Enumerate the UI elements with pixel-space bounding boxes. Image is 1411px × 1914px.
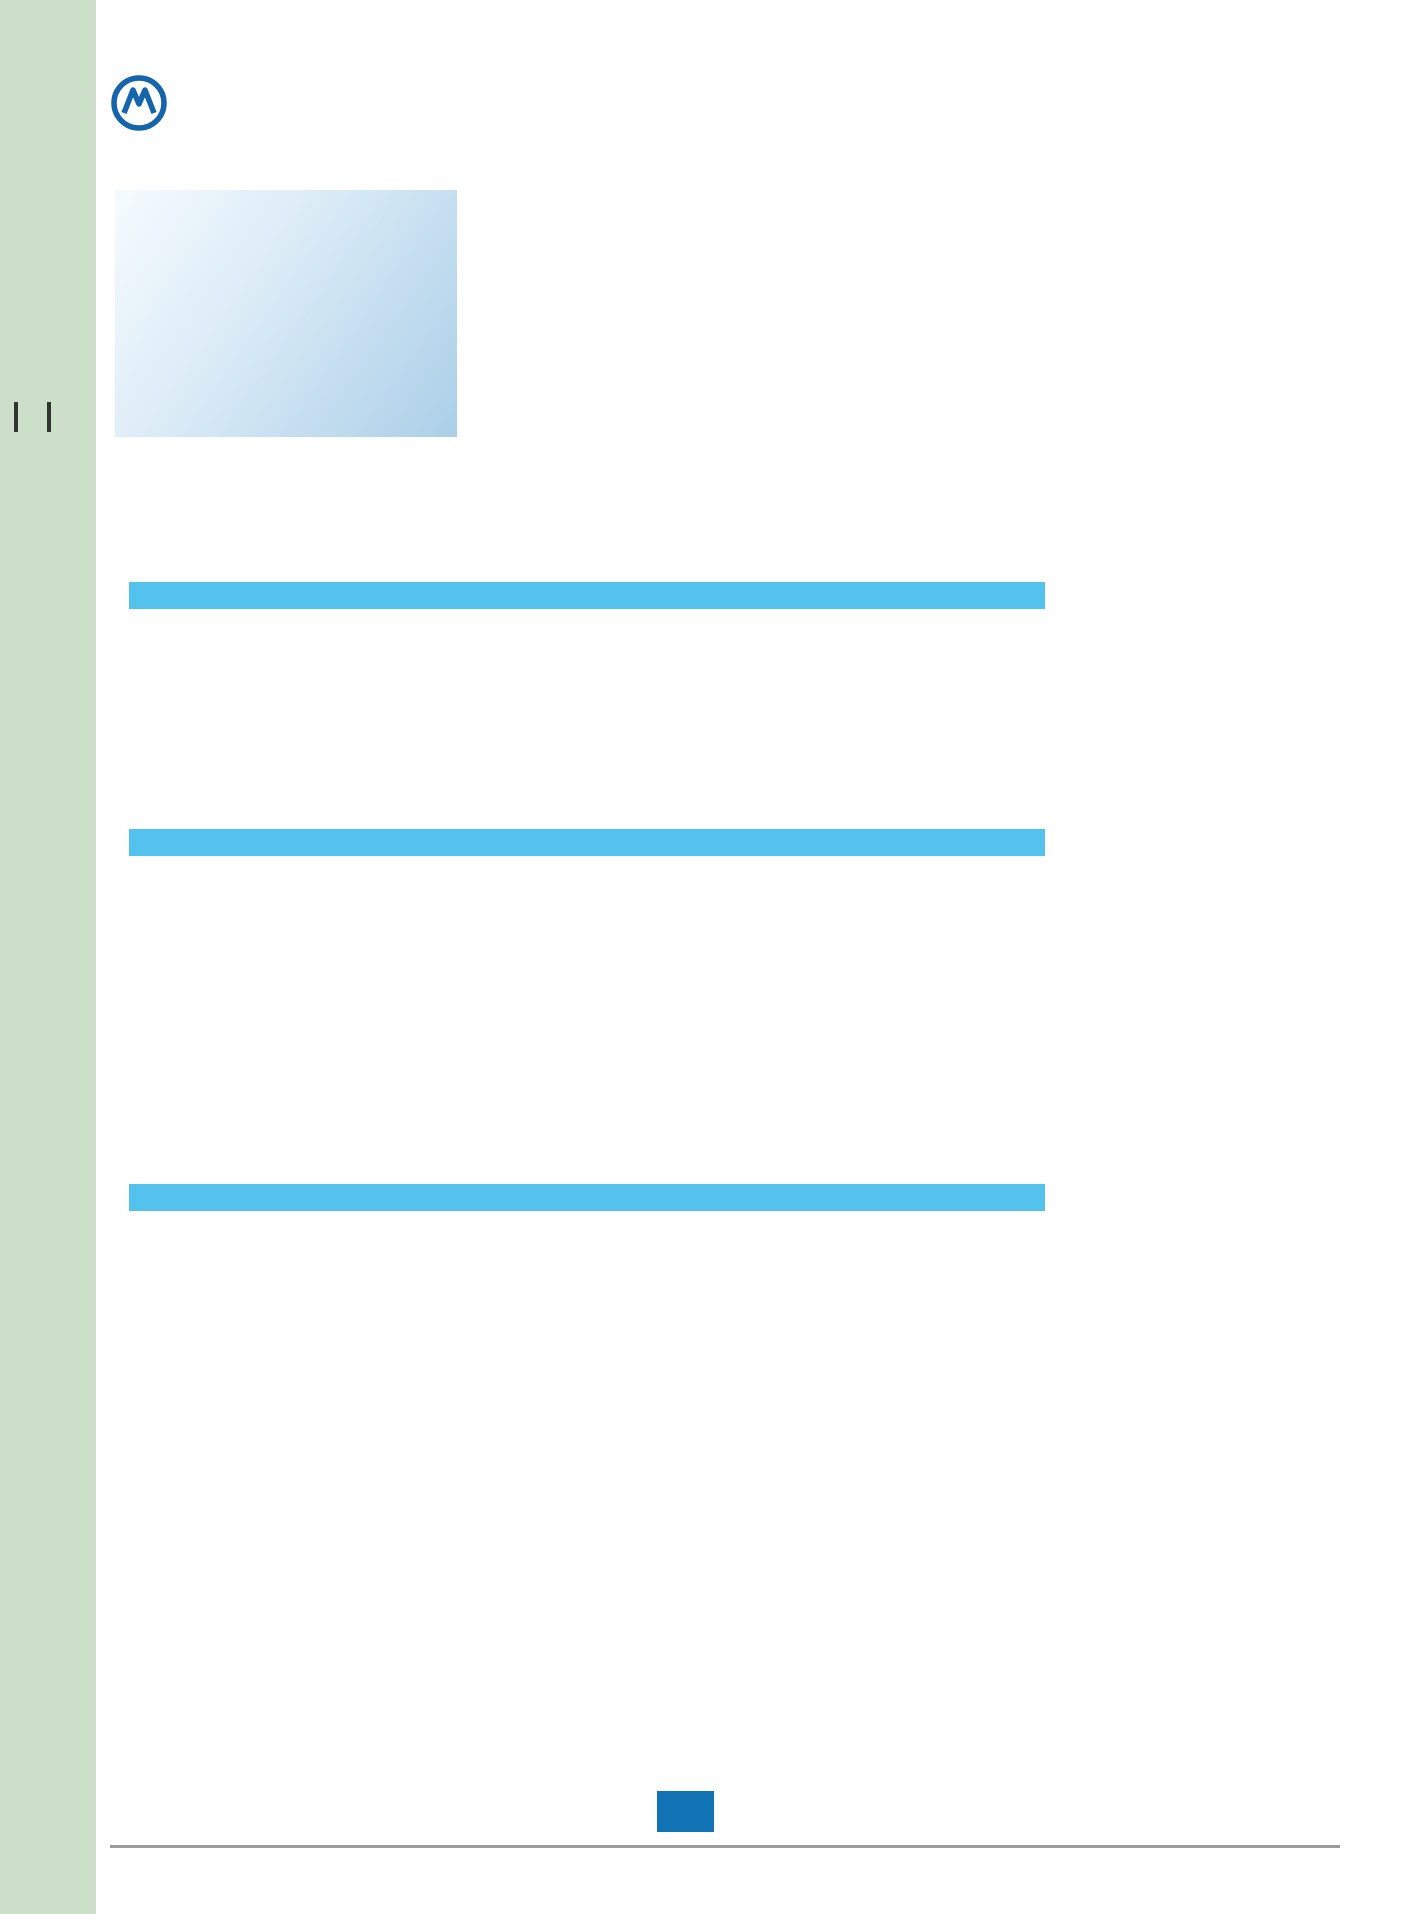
footer-rule [110, 1845, 1340, 1848]
section-bar [129, 582, 1045, 609]
section-bar [129, 829, 1045, 856]
section-technical [115, 582, 1045, 609]
company-logo [108, 68, 182, 134]
page-number [657, 1791, 714, 1832]
side-tab [0, 0, 96, 1914]
impeller-photo-icon [115, 190, 457, 437]
front-view-drawing [638, 1093, 1278, 1805]
section-curve [115, 829, 1045, 856]
logo-mark-icon [108, 68, 174, 134]
side-tab-row-type [52, 180, 96, 435]
side-tab-row-series [8, 180, 52, 435]
side-view-drawing [188, 1212, 638, 1747]
side-tab-text [8, 180, 96, 435]
product-photo [115, 190, 457, 437]
